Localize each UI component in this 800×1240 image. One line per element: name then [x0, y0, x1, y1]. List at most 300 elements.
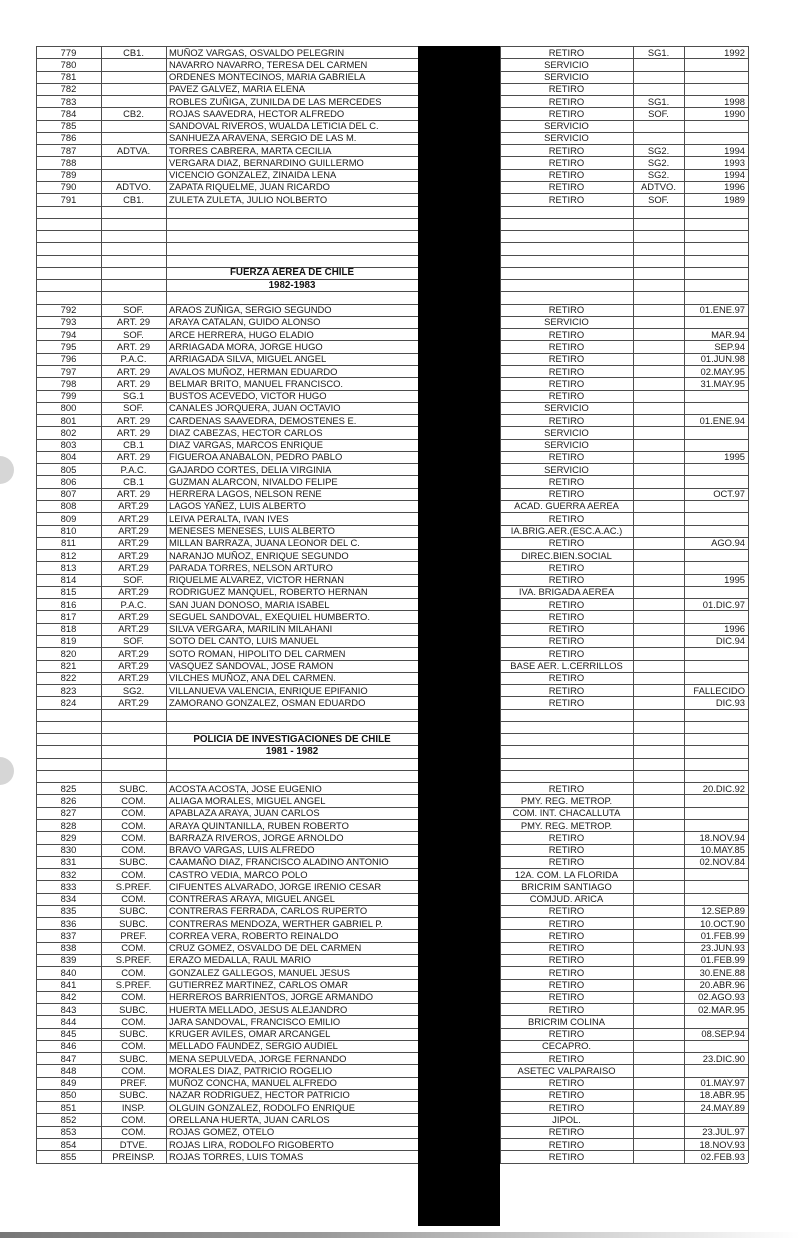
- cell-rank: ART.29: [118, 538, 149, 549]
- cell-rank: COM.: [121, 943, 146, 954]
- cell-date: 02.FEB.93: [700, 1151, 745, 1162]
- cell-date: 02.NOV.84: [699, 857, 745, 868]
- cell-number: 791: [60, 194, 77, 205]
- cell-number: 781: [60, 72, 77, 83]
- cell-rank: S.PREF.: [115, 881, 152, 892]
- cell-date: 1996: [724, 624, 745, 635]
- cell-date: 1998: [724, 96, 745, 107]
- cell-number: 832: [60, 869, 77, 880]
- cell-number: 792: [60, 305, 77, 316]
- cell-rank: SG2.: [122, 685, 145, 696]
- cell-number: 779: [60, 47, 77, 58]
- cell-name: SANHUEZA ARAVENA, SERGIO DE LAS M.: [169, 133, 357, 144]
- cell-number: 845: [60, 1029, 77, 1040]
- column-rule: [166, 46, 167, 1163]
- cell-number: 839: [60, 955, 77, 966]
- cell-number: 789: [60, 170, 77, 181]
- cell-rank: COM.: [121, 832, 146, 843]
- cell-number: 804: [60, 452, 77, 463]
- cell-name: VILLANUEVA VALENCIA, ENRIQUE EPIFANIO: [169, 685, 368, 696]
- row-rule: [36, 206, 748, 207]
- cell-date: 12.SEP.89: [701, 906, 745, 917]
- cell-name: VASQUEZ SANDOVAL, JOSE RAMON: [169, 661, 334, 671]
- cell-rank: ADTVA.: [116, 145, 151, 156]
- cell-number: 799: [60, 391, 77, 402]
- cell-grade: SG2.: [647, 157, 670, 168]
- cell-rank: ART. 29: [116, 489, 151, 500]
- cell-number: 848: [60, 1065, 77, 1076]
- cell-status: RETIRO: [548, 452, 585, 463]
- cell-rank: CB2.: [123, 108, 144, 119]
- cell-name: ORDENES MONTECINOS, MARIA GABRIELA: [169, 72, 366, 83]
- cell-rank: SOF.: [123, 575, 144, 586]
- cell-rank: ART. 29: [116, 452, 151, 463]
- cell-number: 836: [60, 918, 77, 929]
- row-rule: [36, 610, 748, 611]
- cell-number: 802: [60, 427, 77, 438]
- row-rule: [36, 230, 748, 231]
- cell-date: FALLECIDO: [693, 685, 745, 696]
- cell-name: NAVARRO NAVARRO, TERESA DEL CARMEN: [169, 59, 368, 70]
- cell-name: GAJARDO CORTES, DELIA VIRGINIA: [169, 464, 332, 475]
- cell-date: AGO.94: [711, 538, 745, 549]
- cell-status: RETIRO: [548, 955, 585, 966]
- cell-status: RETIRO: [548, 170, 585, 181]
- cell-number: 797: [60, 366, 77, 377]
- cell-date: 01.MAY.97: [700, 1078, 745, 1089]
- cell-date: 08.SEP.94: [701, 1029, 745, 1040]
- cell-status: RETIRO: [548, 832, 585, 843]
- cell-name: APABLAZA ARAYA, JUAN CARLOS: [169, 808, 320, 819]
- cell-status: RETIRO: [548, 636, 585, 647]
- cell-status: IVA. BRIGADA AEREA: [518, 587, 615, 598]
- cell-rank: SUBC.: [119, 1090, 148, 1101]
- cell-grade: ADTVO.: [641, 182, 676, 193]
- cell-status: JIPOL.: [552, 1114, 581, 1125]
- cell-status: RETIRO: [548, 1127, 585, 1138]
- cell-rank: COM.: [121, 1127, 146, 1138]
- cell-number: 825: [60, 783, 77, 794]
- cell-name: RODRIGUEZ MANQUEL, ROBERTO HERNAN: [169, 587, 368, 598]
- row-rule: [36, 709, 748, 710]
- cell-grade: SG2.: [647, 145, 670, 156]
- cell-name: SANDOVAL RIVEROS, WUALDA LETICIA DEL C.: [169, 121, 379, 132]
- cell-rank: SUBC.: [119, 1004, 148, 1015]
- cell-rank: ART.29: [118, 550, 149, 561]
- cell-name: ARAOS ZUÑIGA, SERGIO SEGUNDO: [169, 305, 332, 316]
- cell-status: RETIRO: [548, 341, 585, 352]
- cell-status: RETIRO: [548, 84, 585, 95]
- cell-date: 10.OCT.90: [700, 918, 745, 929]
- cell-number: 818: [60, 624, 77, 635]
- cell-status: RETIRO: [548, 685, 585, 696]
- cell-name: CONTRERAS FERRADA, CARLOS RUPERTO: [169, 906, 368, 917]
- cell-status: PMY. REG. METROP.: [520, 795, 613, 806]
- cell-number: 844: [60, 1016, 77, 1027]
- cell-number: 822: [60, 673, 77, 684]
- redaction-block: [418, 46, 500, 1226]
- section-heading: 1982-1983: [268, 280, 316, 291]
- cell-rank: SOF.: [123, 636, 144, 647]
- cell-rank: ART. 29: [116, 366, 151, 377]
- cell-date: 23.DIC.90: [702, 1053, 745, 1064]
- cell-number: 782: [60, 84, 77, 95]
- cell-name: ARAYA CATALAN, GUIDO ALONSO: [169, 317, 321, 328]
- cell-status: RETIRO: [548, 329, 585, 340]
- row-rule: [36, 218, 748, 219]
- section-heading: POLICIA DE INVESTIGACIONES DE CHILE: [193, 734, 391, 745]
- cell-rank: ART.29: [118, 624, 149, 635]
- cell-rank: CB.1: [123, 476, 144, 487]
- cell-name: ROJAS SAAVEDRA, HECTOR ALFREDO: [169, 108, 345, 119]
- cell-number: 841: [60, 980, 77, 991]
- binder-hole: [0, 757, 14, 785]
- cell-number: 831: [60, 857, 77, 868]
- cell-status: RETIRO: [548, 378, 585, 389]
- cell-status: RETIRO: [548, 980, 585, 991]
- cell-date: 1990: [724, 108, 745, 119]
- cell-number: 812: [60, 550, 77, 561]
- cell-name: ARRIAGADA MORA, JORGE HUGO: [169, 341, 323, 352]
- cell-name: LAGOS YAÑEZ, LUIS ALBERTO: [169, 501, 306, 512]
- cell-name: CASTRO VEDIA, MARCO POLO: [169, 869, 308, 880]
- cell-name: CIFUENTES ALVARADO, JORGE IRENIO CESAR: [169, 881, 382, 892]
- cell-rank: COM.: [121, 1065, 146, 1076]
- cell-name: ARCE HERRERA, HUGO ELADIO: [169, 329, 314, 340]
- cell-date: 02.AGO.93: [698, 992, 745, 1003]
- row-rule: [36, 794, 748, 795]
- cell-status: RETIRO: [548, 145, 585, 156]
- cell-number: 800: [60, 403, 77, 414]
- cell-number: 784: [60, 108, 77, 119]
- cell-date: 02.MAR.95: [698, 1004, 745, 1015]
- cell-date: 1995: [724, 575, 745, 586]
- cell-rank: ART. 29: [116, 427, 151, 438]
- cell-status: RETIRO: [548, 489, 585, 500]
- cell-status: RETIRO: [548, 1102, 585, 1113]
- cell-status: RETIRO: [548, 305, 585, 316]
- cell-name: SOTO DEL CANTO, LUIS MANUEL: [169, 636, 319, 647]
- cell-date: 18.ABR.95: [699, 1090, 745, 1101]
- row-rule: [36, 242, 748, 243]
- cell-rank: P.A.C.: [120, 599, 147, 610]
- cell-rank: COM.: [121, 1016, 146, 1027]
- cell-name: ROBLES ZUÑIGA, ZUNILDA DE LAS MERCEDES: [169, 96, 382, 107]
- cell-rank: S.PREF.: [115, 980, 152, 991]
- cell-number: 843: [60, 1004, 77, 1015]
- cell-number: 854: [60, 1139, 77, 1150]
- cell-rank: COM.: [121, 894, 146, 905]
- cell-grade: SOF.: [648, 108, 669, 119]
- cell-status: SERVICIO: [544, 72, 589, 83]
- cell-status: RETIRO: [548, 918, 585, 929]
- cell-status: RETIRO: [548, 1029, 585, 1040]
- cell-status: ASETEC VALPARAISO: [517, 1065, 616, 1076]
- cell-name: CANALES JORQUERA, JUAN OCTAVIO: [169, 403, 341, 414]
- cell-date: 20.DIC.92: [702, 783, 745, 794]
- cell-rank: ART.29: [118, 697, 149, 708]
- cell-name: VERGARA DIAZ, BERNARDINO GUILLERMO: [169, 157, 364, 168]
- cell-rank: SUBC.: [119, 918, 148, 929]
- cell-status: RETIRO: [548, 194, 585, 205]
- cell-date: 18.NOV.93: [699, 1139, 745, 1150]
- cell-name: ARAYA QUINTANILLA, RUBEN ROBERTO: [169, 820, 349, 831]
- cell-status: SERVICIO: [544, 317, 589, 328]
- cell-date: 1995: [724, 452, 745, 463]
- cell-number: 814: [60, 575, 77, 586]
- cell-status: RETIRO: [548, 1151, 585, 1162]
- cell-name: GUTIERREZ MARTINEZ, CARLOS OMAR: [169, 980, 349, 991]
- cell-name: MENA SEPULVEDA, JORGE FERNANDO: [169, 1053, 347, 1064]
- cell-rank: ART. 29: [116, 378, 151, 389]
- cell-date: 01.ENE.94: [699, 415, 745, 426]
- cell-rank: COM.: [121, 795, 146, 806]
- cell-rank: PREF.: [120, 930, 147, 941]
- cell-number: 809: [60, 513, 77, 524]
- cell-number: 803: [60, 440, 77, 451]
- cell-name: CONTRERAS ARAYA, MIGUEL ANGEL: [169, 894, 336, 905]
- cell-status: RETIRO: [548, 1053, 585, 1064]
- cell-number: 793: [60, 317, 77, 328]
- cell-number: 785: [60, 121, 77, 132]
- cell-rank: SOF.: [123, 403, 144, 414]
- row-rule: [36, 1064, 748, 1065]
- row-rule: [36, 255, 748, 256]
- cell-rank: PREINSP.: [112, 1151, 155, 1162]
- cell-name: SAN JUAN DONOSO, MARIA ISABEL: [169, 599, 330, 610]
- cell-rank: ART.29: [118, 648, 149, 659]
- cell-rank: SUBC.: [119, 1029, 148, 1040]
- cell-number: 805: [60, 464, 77, 475]
- cell-date: 10.MAY.85: [700, 845, 745, 856]
- cell-name: JARA SANDOVAL, FRANCISCO EMILIO: [169, 1016, 341, 1027]
- cell-name: ZULETA ZULETA, JULIO NOLBERTO: [169, 194, 328, 205]
- cell-name: SILVA VERGARA, MARILIN MILAHANI: [169, 624, 333, 635]
- cell-status: BRICRIM SANTIAGO: [521, 881, 612, 892]
- cell-status: RETIRO: [548, 992, 585, 1003]
- cell-rank: S.PREF.: [115, 955, 152, 966]
- cell-number: 852: [60, 1114, 77, 1125]
- cell-rank: COM.: [121, 820, 146, 831]
- cell-grade: SG1.: [647, 96, 670, 107]
- cell-rank: P.A.C.: [120, 464, 147, 475]
- cell-status: RETIRO: [548, 611, 585, 622]
- cell-status: RETIRO: [548, 673, 585, 684]
- cell-status: RETIRO: [548, 1139, 585, 1150]
- cell-date: 1993: [724, 157, 745, 168]
- cell-name: BUSTOS ACEVEDO, VICTOR HUGO: [169, 391, 327, 402]
- cell-number: 817: [60, 611, 77, 622]
- row-rule: [36, 426, 748, 427]
- column-rule: [633, 46, 634, 1163]
- cell-status: RETIRO: [548, 96, 585, 107]
- cell-rank: COM.: [121, 869, 146, 880]
- cell-status: BRICRIM COLINA: [527, 1016, 606, 1027]
- cell-rank: ART.29: [118, 513, 149, 524]
- cell-status: RETIRO: [548, 943, 585, 954]
- cell-number: 810: [60, 526, 77, 537]
- cell-number: 806: [60, 476, 77, 487]
- cell-name: SEGUEL SANDOVAL, EXEQUIEL HUMBERTO.: [169, 611, 370, 622]
- cell-status: CECAPRO.: [542, 1041, 591, 1052]
- cell-number: 846: [60, 1041, 77, 1052]
- cell-number: 780: [60, 59, 77, 70]
- cell-rank: ART.29: [118, 587, 149, 598]
- cell-status: RETIRO: [548, 391, 585, 402]
- cell-rank: INSP.: [121, 1102, 146, 1113]
- cell-date: 01.ENE.97: [699, 305, 745, 316]
- cell-number: 837: [60, 930, 77, 941]
- cell-number: 815: [60, 587, 77, 598]
- cell-number: 807: [60, 489, 77, 500]
- cell-name: CONTRERAS MENDOZA, WERTHER GABRIEL P.: [169, 918, 383, 929]
- cell-name: MILLAN BARRAZA, JUANA LEONOR DEL C.: [169, 538, 360, 549]
- cell-date: 1994: [724, 170, 745, 181]
- cell-status: RETIRO: [548, 857, 585, 868]
- cell-grade: SG2.: [647, 170, 670, 181]
- cell-rank: COM.: [121, 808, 146, 819]
- cell-name: TORRES CABRERA, MARTA CECILIA: [169, 145, 332, 156]
- cell-status: SERVICIO: [544, 403, 589, 414]
- cell-name: ACOSTA ACOSTA, JOSE EUGENIO: [169, 783, 322, 794]
- row-rule: [36, 291, 748, 292]
- cell-status: RETIRO: [548, 538, 585, 549]
- cell-name: ORELLANA HUERTA, JUAN CARLOS: [169, 1114, 330, 1125]
- cell-rank: SUBC.: [119, 906, 148, 917]
- cell-name: RIQUELME ALVAREZ, VICTOR HERNAN: [169, 575, 345, 586]
- row-rule: [36, 758, 748, 759]
- cell-name: CRUZ GOMEZ, OSVALDO DE DEL CARMEN: [169, 943, 362, 954]
- cell-number: 826: [60, 795, 77, 806]
- cell-status: ACAD. GUERRA AEREA: [514, 501, 619, 512]
- row-rule: [36, 929, 748, 930]
- cell-rank: ART.29: [118, 673, 149, 684]
- cell-rank: P.A.C.: [120, 354, 147, 365]
- cell-status: RETIRO: [548, 47, 585, 58]
- cell-date: 24.MAY.89: [700, 1102, 745, 1113]
- cell-status: RETIRO: [548, 1004, 585, 1015]
- cell-name: HUERTA MELLADO, JESUS ALEJANDRO: [169, 1004, 348, 1015]
- cell-rank: ART.29: [118, 526, 149, 537]
- cell-date: 31.MAY.95: [700, 378, 745, 389]
- cell-rank: ADTVO.: [116, 182, 151, 193]
- cell-status: RETIRO: [548, 157, 585, 168]
- cell-rank: COM.: [121, 1041, 146, 1052]
- cell-number: 801: [60, 415, 77, 426]
- cell-number: 824: [60, 697, 77, 708]
- cell-status: RETIRO: [548, 906, 585, 917]
- cell-rank: ART.29: [118, 661, 149, 671]
- cell-name: NAZAR RODRIGUEZ, HECTOR PATRICIO: [169, 1090, 350, 1101]
- cell-rank: CB.1: [123, 440, 144, 451]
- cell-name: BARRAZA RIVEROS, JORGE ARNOLDO: [169, 832, 344, 843]
- cell-status: RETIRO: [548, 967, 585, 978]
- cell-status: RETIRO: [548, 1078, 585, 1089]
- cell-grade: SOF.: [648, 194, 669, 205]
- cell-name: ZAPATA RIQUELME, JUAN RICARDO: [169, 182, 330, 193]
- cell-status: RETIRO: [548, 930, 585, 941]
- cell-number: 835: [60, 906, 77, 917]
- cell-name: GONZALEZ GALLEGOS, MANUEL JESUS: [169, 967, 350, 978]
- cell-status: IA.BRIG.AER.(ESC.A.AC.): [510, 526, 623, 537]
- cell-number: 850: [60, 1090, 77, 1101]
- cell-status: RETIRO: [548, 599, 585, 610]
- cell-name: DIAZ CABEZAS, HECTOR CARLOS: [169, 427, 323, 438]
- cell-number: 811: [61, 538, 76, 549]
- row-rule: [36, 107, 748, 108]
- row-rule: [36, 156, 748, 157]
- cell-status: RETIRO: [548, 476, 585, 487]
- cell-number: 788: [60, 157, 77, 168]
- cell-status: RETIRO: [548, 562, 585, 573]
- cell-date: 30.ENE.88: [699, 967, 745, 978]
- cell-status: RETIRO: [548, 354, 585, 365]
- cell-name: OLGUIN GONZALEZ, RODOLFO ENRIQUE: [169, 1102, 355, 1113]
- cell-name: PARADA TORRES, NELSON ARTURO: [169, 562, 333, 573]
- cell-rank: ART. 29: [116, 341, 151, 352]
- cell-status: RETIRO: [548, 697, 585, 708]
- cell-name: ERAZO MEDALLA, RAUL MARIO: [169, 955, 311, 966]
- cell-status: SERVICIO: [544, 133, 589, 144]
- cell-rank: SG.1: [122, 391, 145, 402]
- cell-status: PMY. REG. METROP.: [520, 820, 613, 831]
- cell-name: MELLADO FAUNDEZ, SERGIO AUDIEL: [169, 1041, 338, 1052]
- cell-status: SERVICIO: [544, 464, 589, 475]
- cell-name: PAVEZ GALVEZ, MARIA ELENA: [169, 84, 305, 95]
- cell-name: MUÑOZ VARGAS, OSVALDO PELEGRIN: [169, 47, 345, 58]
- cell-rank: PREF.: [120, 1078, 147, 1089]
- section-heading: FUERZA AEREA DE CHILE: [229, 268, 355, 279]
- cell-name: VICENCIO GONZALEZ, ZINAIDA LENA: [169, 170, 337, 181]
- cell-number: 786: [60, 133, 77, 144]
- cell-date: 01.FEB.99: [700, 955, 745, 966]
- row-rule: [36, 770, 748, 771]
- cell-name: ALIAGA MORALES, MIGUEL ANGEL: [169, 795, 326, 806]
- cell-name: HERREROS BARRIENTOS, JORGE ARMANDO: [169, 992, 374, 1003]
- cell-status: RETIRO: [548, 415, 585, 426]
- cell-date: 23.JUN.93: [700, 943, 745, 954]
- cell-name: AVALOS MUÑOZ, HERMAN EDUARDO: [169, 366, 338, 377]
- cell-number: 834: [60, 894, 77, 905]
- cell-name: LEIVA PERALTA, IVAN IVES: [169, 513, 289, 524]
- cell-rank: ART.29: [118, 501, 149, 512]
- cell-rank: COM.: [121, 845, 146, 856]
- cell-name: NARANJO MUÑOZ, ENRIQUE SEGUNDO: [169, 550, 349, 561]
- cell-date: 18.NOV.94: [699, 832, 745, 843]
- cell-rank: SUBC.: [119, 857, 148, 868]
- cell-number: 823: [60, 685, 77, 696]
- cell-date: 01.DIC.97: [702, 599, 745, 610]
- cell-grade: SG1.: [647, 47, 670, 58]
- cell-status: COMJUD. ARICA: [529, 894, 604, 905]
- cell-date: DIC.94: [715, 636, 745, 647]
- cell-date: OCT.97: [713, 489, 745, 500]
- cell-number: 833: [60, 881, 77, 892]
- cell-date: 1989: [724, 194, 745, 205]
- row-rule: [36, 721, 748, 722]
- cell-number: 842: [60, 992, 77, 1003]
- cell-number: 849: [60, 1078, 77, 1089]
- cell-name: BRAVO VARGAS, LUIS ALFREDO: [169, 845, 315, 856]
- cell-name: MENESES MENESES, LUIS ALBERTO: [169, 526, 335, 537]
- cell-number: 808: [60, 501, 77, 512]
- row-rule: [36, 340, 748, 341]
- cell-rank: ART.29: [118, 562, 149, 573]
- cell-status: DIREC.BIEN.SOCIAL: [521, 550, 612, 561]
- cell-name: SOTO ROMAN, HIPOLITO DEL CARMEN: [169, 648, 346, 659]
- cell-name: FIGUEROA ANABALON, PEDRO PABLO: [169, 452, 343, 463]
- cell-number: 847: [60, 1053, 77, 1064]
